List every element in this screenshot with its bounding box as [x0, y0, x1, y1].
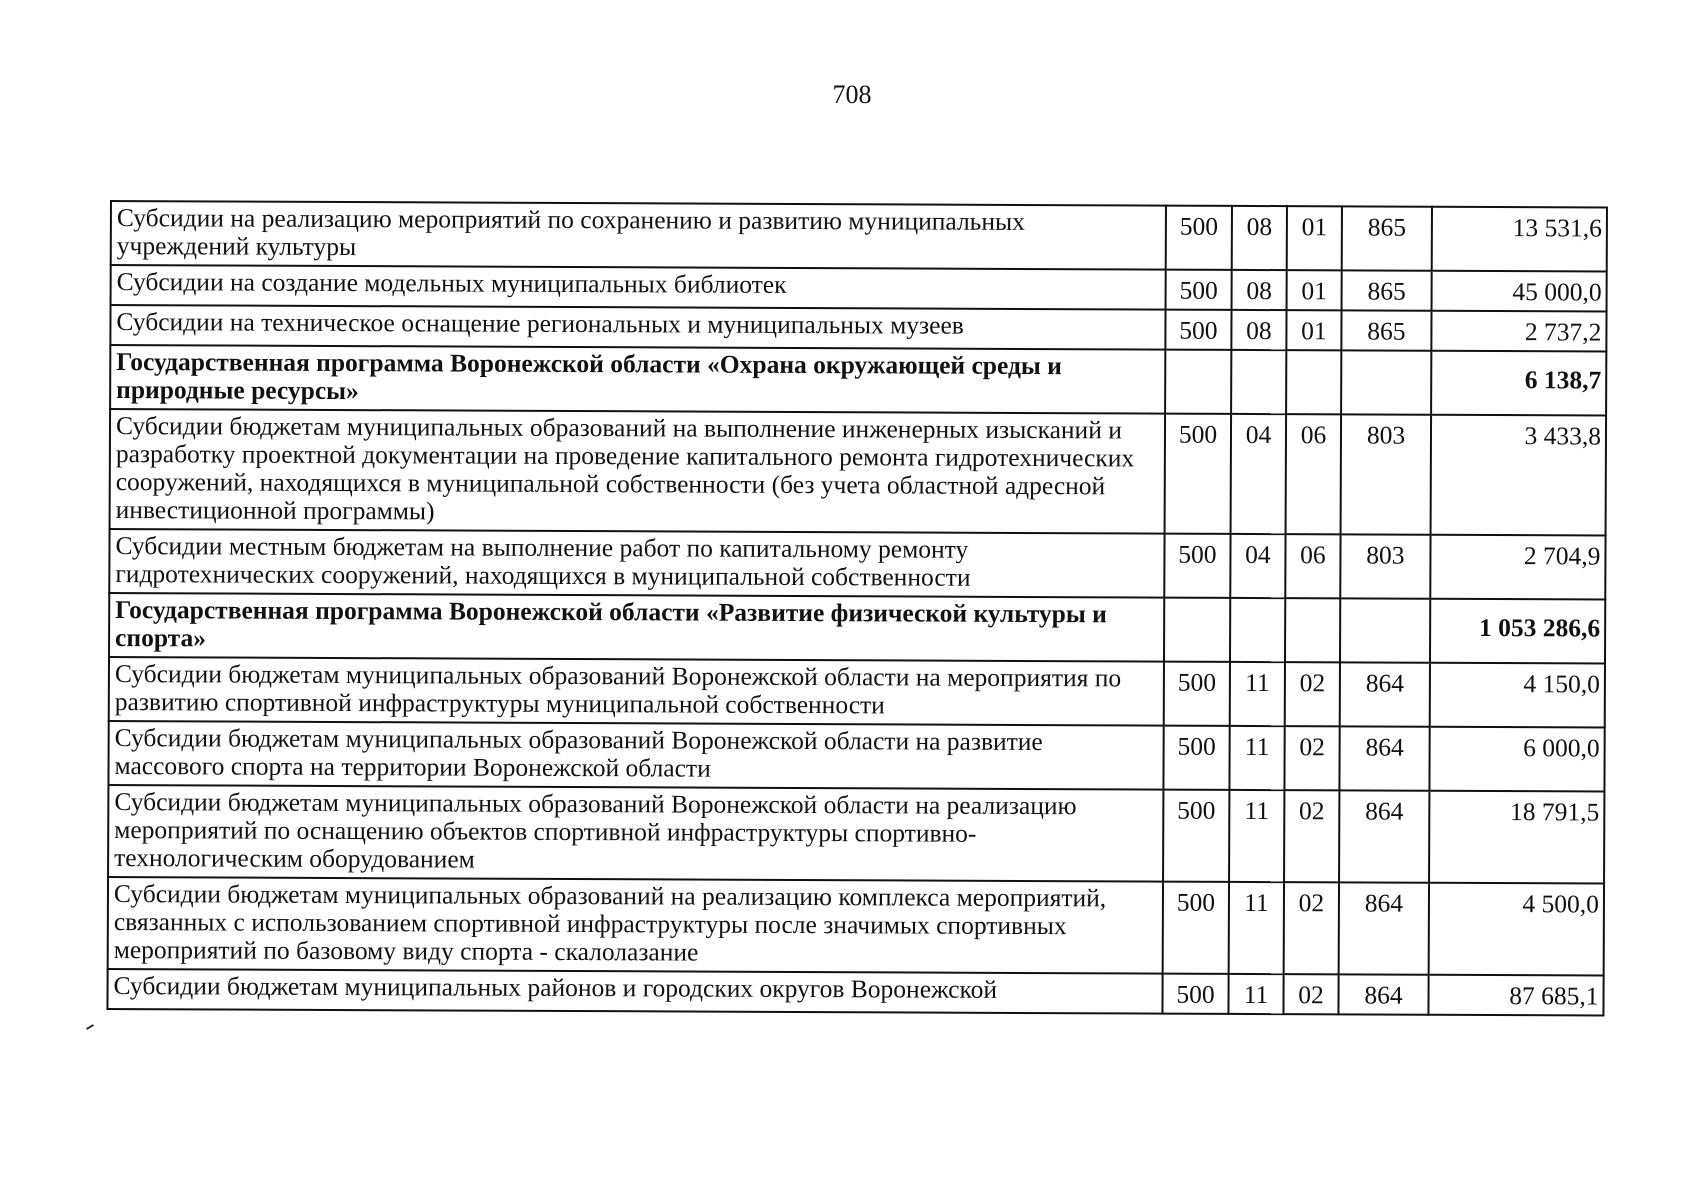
program-row: [110, 345, 1606, 416]
table-row: [109, 529, 1605, 600]
row-description: Субсидии бюджетам муниципальных образований на выполнение инженерных изысканий и разработку проектной документации на проведение капитального ремонта гидротехнических сооружений, находящихся в муниципальной собственности (без учета областной адресной инвестиционной программы): [110, 409, 1166, 534]
code-cell: 500: [1163, 726, 1229, 790]
grbs-cell: 803: [1341, 414, 1432, 534]
section-cell: [1230, 598, 1285, 662]
grbs-cell: [1341, 350, 1431, 414]
program-total: 1 053 286,6: [1430, 599, 1605, 664]
row-description: Субсидии бюджетам муниципальных образований Воронежской области на мероприятия по развитию спортивной инфраструктуры муниципальной собственности: [109, 657, 1164, 726]
section-cell: 08: [1232, 270, 1287, 310]
table-row: [109, 657, 1605, 728]
grbs-cell: 865: [1342, 206, 1432, 270]
amount-cell: 6 000,0: [1429, 727, 1604, 792]
amount-cell: 4 150,0: [1430, 663, 1605, 728]
subsection-cell: 01: [1287, 206, 1342, 270]
row-description: Субсидии на реализацию мероприятий по сохранению и развитию муниципальных учреждений культуры: [111, 201, 1166, 270]
subsection-cell: 02: [1284, 882, 1339, 974]
subsection-cell: 02: [1284, 790, 1339, 882]
code-cell: 500: [1163, 882, 1229, 974]
amount-cell: 87 685,1: [1428, 975, 1603, 1016]
program-title: Государственная программа Воронежской области «Охрана окружающей среды и природные ресурсы»: [110, 345, 1165, 414]
subsection-cell: [1286, 350, 1341, 414]
subsection-cell: 02: [1283, 974, 1338, 1014]
subsection-cell: 02: [1284, 726, 1339, 790]
row-description: Субсидии бюджетам муниципальных образований Воронежской области на реализацию мероприятий по оснащению объектов спортивной инфраструктуры спортивно-технологическим оборудованием: [108, 785, 1163, 882]
code-cell: 500: [1163, 790, 1229, 882]
code-cell: 500: [1162, 974, 1228, 1014]
section-cell: 04: [1231, 414, 1287, 534]
section-cell: 11: [1229, 882, 1284, 974]
section-cell: 08: [1232, 206, 1287, 270]
subsection-cell: 02: [1285, 662, 1340, 726]
grbs-cell: 865: [1341, 310, 1431, 350]
page-number: 708: [832, 80, 872, 109]
grbs-cell: 864: [1340, 662, 1430, 726]
code-cell: 500: [1165, 310, 1231, 350]
code-cell: 500: [1166, 270, 1232, 310]
table-row: [111, 201, 1607, 272]
scan-mark: [86, 1024, 94, 1030]
code-cell: 500: [1165, 414, 1232, 534]
budget-table-container: [106, 200, 1606, 1017]
grbs-cell: 864: [1339, 726, 1429, 790]
code-cell: [1164, 598, 1230, 662]
section-cell: 08: [1231, 310, 1286, 350]
subsection-cell: [1285, 598, 1340, 662]
amount-cell: 13 531,6: [1432, 207, 1607, 272]
amount-cell: 3 433,8: [1431, 415, 1607, 536]
subsection-cell: 01: [1286, 310, 1341, 350]
amount-cell: 2 737,2: [1431, 311, 1606, 352]
table-row: [111, 265, 1607, 312]
row-description: Субсидии бюджетам муниципальных образований Воронежской области на развитие массового спорта на территории Воронежской области: [108, 721, 1163, 790]
subsection-cell: 06: [1286, 414, 1342, 534]
section-cell: 11: [1229, 790, 1284, 882]
table-row: [108, 721, 1604, 792]
grbs-cell: 864: [1339, 790, 1429, 882]
budget-table: [106, 200, 1608, 1017]
table-row: [108, 785, 1604, 884]
amount-cell: 18 791,5: [1429, 791, 1604, 884]
code-cell: [1165, 350, 1231, 414]
amount-cell: 4 500,0: [1429, 883, 1604, 976]
grbs-cell: 803: [1340, 534, 1430, 598]
section-cell: 04: [1230, 534, 1285, 598]
section-cell: 11: [1230, 662, 1285, 726]
program-total: 6 138,7: [1431, 351, 1606, 416]
program-title: Государственная программа Воронежской области «Развитие физической культуры и спорта»: [109, 593, 1164, 662]
amount-cell: 45 000,0: [1432, 271, 1607, 312]
program-row: [109, 593, 1605, 664]
row-description: Субсидии на техническое оснащение региональных и муниципальных музеев: [110, 305, 1165, 350]
grbs-cell: 864: [1339, 882, 1429, 974]
subsection-cell: 01: [1287, 270, 1342, 310]
grbs-cell: [1340, 598, 1430, 662]
table-row: [107, 969, 1603, 1016]
row-description: Субсидии бюджетам муниципальных образований на реализацию комплекса мероприятий, связанных с использованием спортивной инфраструктуры после значимых спортивных мероприятий по базовому виду спорта - скалолазание: [108, 877, 1163, 974]
amount-cell: 2 704,9: [1430, 535, 1605, 600]
code-cell: 500: [1164, 662, 1230, 726]
row-description: Субсидии бюджетам муниципальных районов и городских округов Воронежской: [107, 969, 1162, 1014]
row-description: Субсидии на создание модельных муниципальных библиотек: [111, 265, 1166, 310]
section-cell: 11: [1229, 726, 1284, 790]
grbs-cell: 865: [1342, 270, 1432, 310]
grbs-cell: 864: [1338, 974, 1428, 1014]
table-row: [110, 409, 1607, 536]
code-cell: 500: [1166, 206, 1232, 270]
code-cell: 500: [1164, 534, 1230, 598]
section-cell: [1231, 350, 1286, 414]
table-row: [110, 305, 1606, 352]
row-description: Субсидии местным бюджетам на выполнение работ по капитальному ремонту гидротехнических сооружений, находящихся в муниципальной собственности: [109, 529, 1164, 598]
subsection-cell: 06: [1285, 534, 1340, 598]
section-cell: 11: [1228, 974, 1283, 1014]
table-row: [108, 877, 1604, 976]
